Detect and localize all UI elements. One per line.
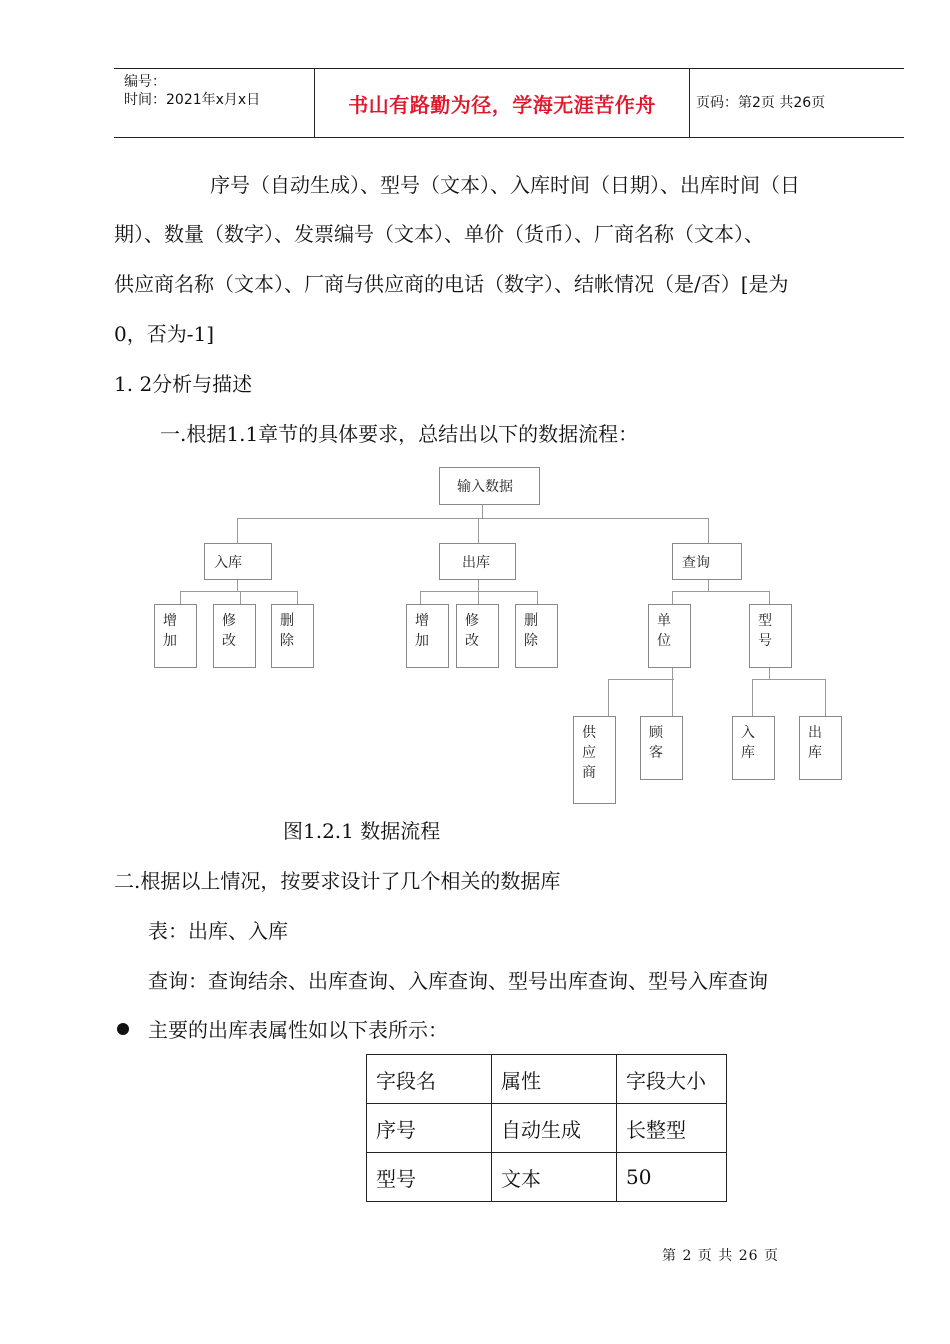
header-motto-cell <box>314 69 690 137</box>
header-left-cell <box>114 69 314 137</box>
table-cell: 序号 <box>367 1104 492 1153</box>
flow-node-chuku-add: 增 加 <box>406 604 449 668</box>
header-page-cell <box>690 69 904 137</box>
flow-node-ruku: 入库 <box>204 543 272 580</box>
table-row <box>367 1055 727 1104</box>
section-heading: 1. 2分析与描述 <box>114 372 253 396</box>
flow-node-model: 型 号 <box>749 604 792 668</box>
table-header-cell: 属性 <box>492 1055 617 1104</box>
table-row <box>367 1104 727 1153</box>
tables-line: 表：出库、入库 <box>148 919 288 943</box>
bullet-icon <box>117 1023 129 1035</box>
paragraph-line: 期）、数量（数字）、发票编号（文本）、单价（货币）、厂商名称（文本）、 <box>114 222 764 246</box>
flow-node-ruku-delete: 删 除 <box>271 604 314 668</box>
table-cell: 文本 <box>492 1153 617 1202</box>
table-row <box>367 1153 727 1202</box>
flow-node-chuku-edit: 修 改 <box>456 604 499 668</box>
queries-line: 查询：查询结余、出库查询、入库查询、型号出库查询、型号入库查询 <box>148 969 768 993</box>
bullet-text: 主要的出库表属性如以下表所示： <box>148 1018 448 1042</box>
table-cell: 长整型 <box>617 1104 727 1153</box>
table-cell: 型号 <box>367 1153 492 1202</box>
flow-node-supplier: 供 应 商 <box>573 716 616 804</box>
flow-node-chuku: 出库 <box>439 543 516 580</box>
table-cell: 50 <box>617 1153 727 1202</box>
page-footer: 第 2 页 共 26 页 <box>662 1248 779 1264</box>
flow-node-query: 查询 <box>672 543 742 580</box>
flow-node-customer: 顾 客 <box>640 716 683 780</box>
flow-node-ruku-edit: 修 改 <box>213 604 256 668</box>
flow-node-model-out: 出 库 <box>799 716 842 780</box>
paragraph-line: 供应商名称（文本）、厂商与供应商的电话（数字）、结帐情况（是/否）[是为 <box>114 272 789 296</box>
header-motto: 书山有路勤为径，学海无涯苦作舟 <box>348 92 656 117</box>
chuku-field-table <box>366 1054 727 1202</box>
paragraph-line: 0，否为-1] <box>114 322 215 346</box>
flow-node-ruku-add: 增 加 <box>154 604 197 668</box>
table-header-cell: 字段名 <box>367 1055 492 1104</box>
flow-node-input-data: 输入数据 <box>439 467 540 505</box>
paragraph-line: 序号（自动生成）、型号（文本）、入库时间（日期）、出库时间（日 <box>210 173 800 197</box>
table-header-cell: 字段大小 <box>617 1055 727 1104</box>
flow-node-unit: 单 位 <box>648 604 691 668</box>
document-time-label: 时间：2021年x月x日 <box>124 92 261 108</box>
paragraph-line: 二.根据以上情况，按要求设计了几个相关的数据库 <box>114 869 561 893</box>
header-page-label: 页码：第2页 共26页 <box>696 95 826 111</box>
document-number-label: 编号： <box>124 74 166 90</box>
page-header <box>114 68 904 138</box>
flow-node-model-in: 入 库 <box>732 716 775 780</box>
figure-caption: 图1.2.1 数据流程 <box>283 819 441 843</box>
flow-node-chuku-delete: 删 除 <box>515 604 558 668</box>
table-cell: 自动生成 <box>492 1104 617 1153</box>
intro-line: 一.根据1.1章节的具体要求，总结出以下的数据流程： <box>160 422 639 446</box>
